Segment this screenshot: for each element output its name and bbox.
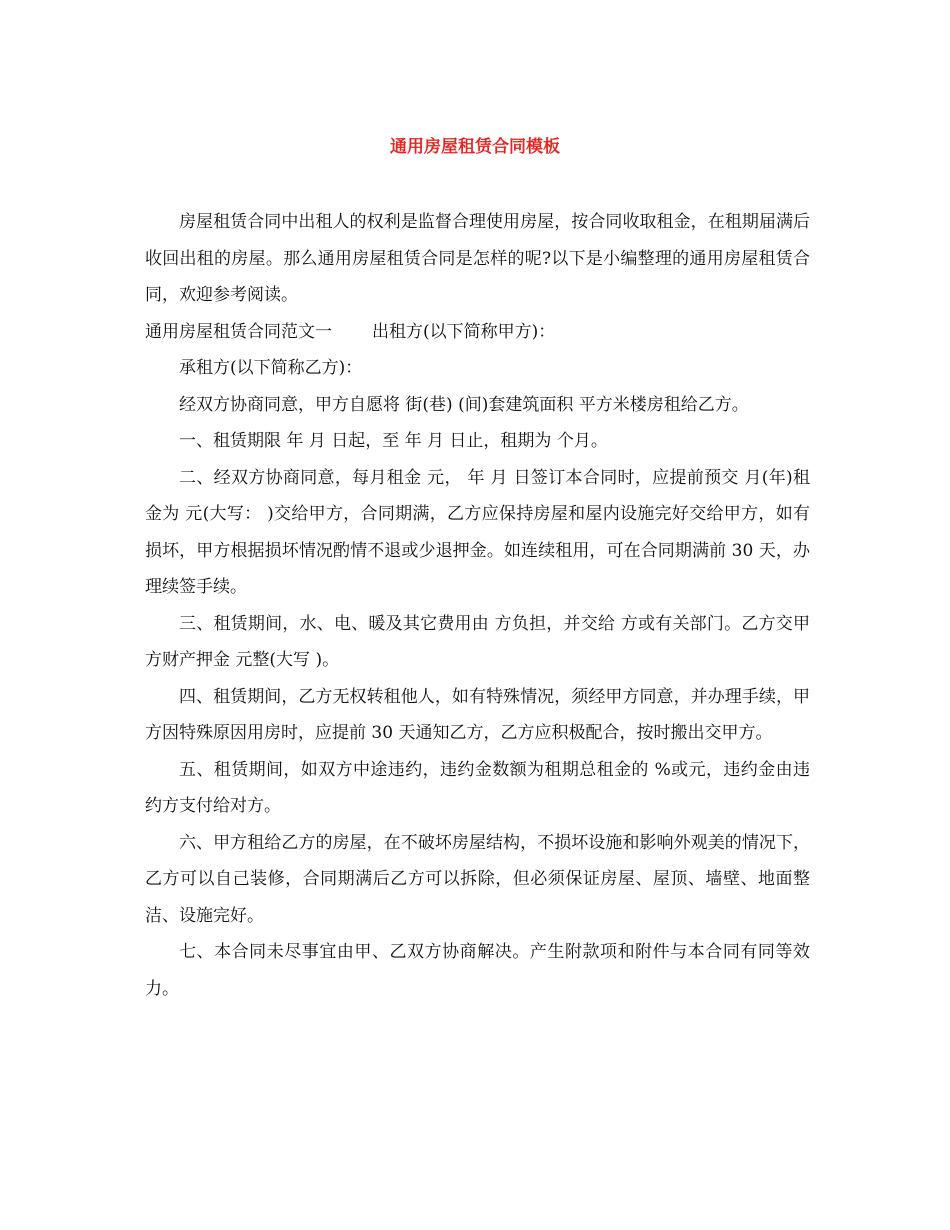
clause-6: 六、甲方租给乙方的房屋，在不破坏房屋结构，不损坏设施和影响外观美的情况下，乙方可以自己装修，合同期满后乙方可以拆除，但必须保证房屋、屋顶、墙壁、地面整洁、设施完好。 xyxy=(145,832,810,926)
agreement-paragraph: 经双方协商同意，甲方自愿将 街(巷) (间)套建筑面积 平方米楼房租给乙方。 xyxy=(179,394,749,415)
clause-5: 五、租赁期间，如双方中途违约，违约金数额为租期总租金的 %或元，违约金由违约方支付给对方。 xyxy=(145,759,810,816)
sample-heading-line xyxy=(145,314,810,351)
clause-7: 七、本合同未尽事宜由甲、乙双方协商解决。产生附款项和附件与本合同有同等效力。 xyxy=(145,942,810,999)
lessee-label: 承租方(以下简称乙方)： xyxy=(179,358,363,378)
sample-heading: 通用房屋租赁合同范文一 xyxy=(145,321,332,342)
clause-2: 二、经双方协商同意，每月租金 元， 年 月 日签订本合同时，应提前预交 月(年)租金为 元(大写： )交给甲方，合同期满，乙方应保持房屋和屋内设施完好交给甲方，如有损坏，甲方根据损坏情况酌情不退或少退押金。如连续租用，可在合同期满前 30 天，办理续签手续。 xyxy=(145,467,810,597)
clause-3: 三、租赁期间，水、电、暖及其它费用由 方负担，并交给 方或有关部门。乙方交甲方财产押金 元整(大写 )。 xyxy=(145,613,810,670)
document-body xyxy=(145,204,810,1007)
document-title: 通用房屋租赁合同模板 xyxy=(390,137,560,157)
clause-1: 一、租赁期限 年 月 日起，至 年 月 日止，租期为 个月。 xyxy=(179,431,608,451)
intro-paragraph: 房屋租赁合同中出租人的权利是监督合理使用房屋，按合同收取租金，在租期届满后收回出租的房屋。那么通用房屋租赁合同是怎样的呢?以下是小编整理的通用房屋租赁合同，欢迎参考阅读。 xyxy=(145,212,810,305)
clause-4: 四、租赁期间，乙方无权转租他人，如有特殊情况，须经甲方同意，并办理手续，甲方因特殊原因用房时，应提前 30 天通知乙方，乙方应积极配合，按时搬出交甲方。 xyxy=(145,686,810,743)
lessor-label: 出租方(以下简称甲方)： xyxy=(372,321,556,342)
